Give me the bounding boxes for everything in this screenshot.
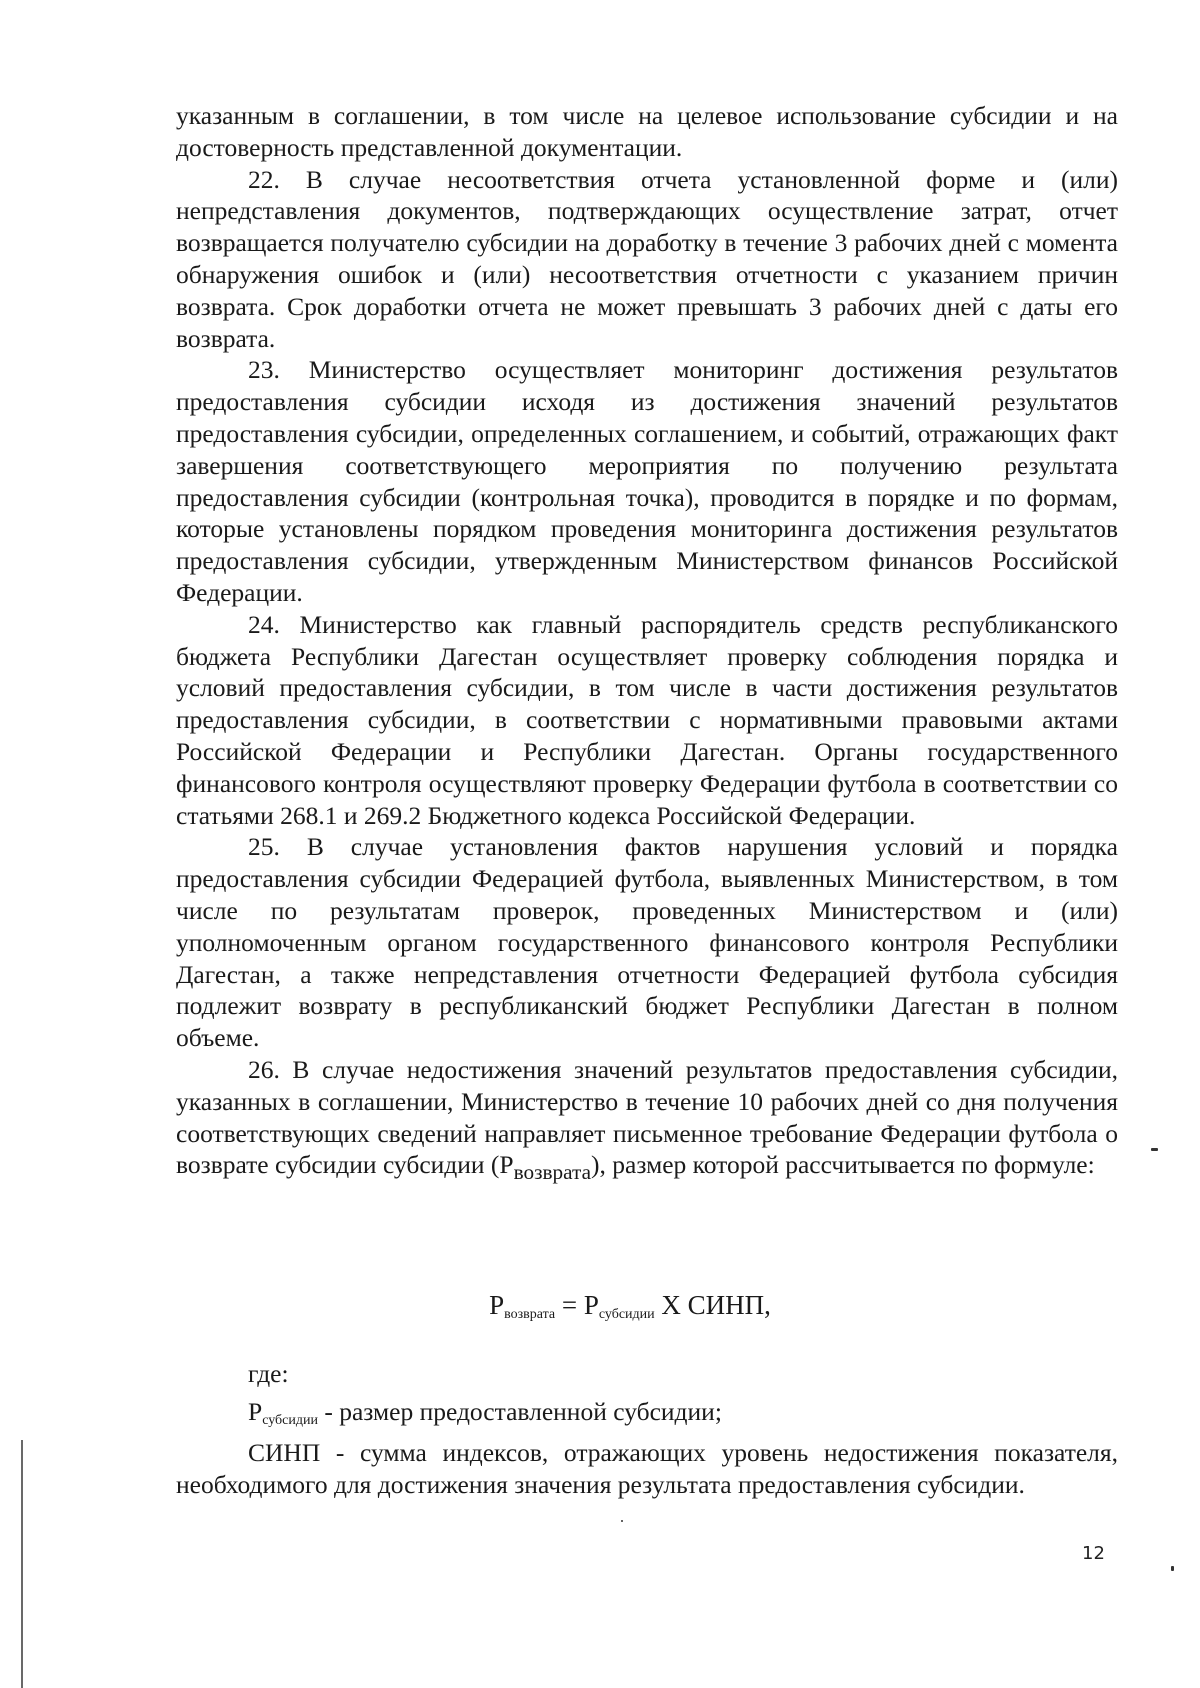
formula-lhs-subscript: возврата [504, 1307, 556, 1322]
scan-speck [1151, 1148, 1158, 1151]
paragraph-22: 22. В случае несоответствия отчета установленной форме и (или) непредставления документов, подтверждающих осуществление затрат, отчет возвращается получателю субсидии на доработку в течение 3 рабочих дней с момента обнаружения ошибок и (или) несоответствия отчетности с указанием причин возврата. Срок доработки отчета не может превышать 3 рабочих дней с даты его возврата. [176, 164, 1118, 353]
paragraph-26-subscript: возврата [513, 1160, 592, 1185]
paragraph-24: 24. Министерство как главный распорядитель средств республиканского бюджета Республики Дагестан осуществляет проверку соблюдения порядка и условий предоставления субсидии, в том числе в части достижения результатов предоставления субсидии, в соответствии с нормативными правовыми актами Российской Федерации и Республики Дагестан. Органы государственного финансового контроля осуществляют проверку Федерации футбола в соответствии со статьями 268.1 и 269.2 Бюджетного кодекса Российской Федерации. [176, 609, 1118, 830]
formula-tail: Х СИНП, [654, 1290, 771, 1320]
paragraph-23: 23. Министерство осуществляет мониторинг достижения результатов предоставления субсидии исходя из достижения значений результатов предоставления субсидии, определенных соглашением, и событий, отражающих факт завершения соответствующего мероприятия по получению результата предоставления субсидии (контрольная точка), проводится в порядке и по формам, которые установлены порядком проведения мониторинга достижения результатов предоставления субсидии, утвержденным Министерством финансов Российской Федерации. [176, 355, 1118, 607]
refund-formula [0, 1290, 1200, 1323]
paragraph-continuation: указанным в соглашении, в том числе на целевое использование субсидии и на достоверность представленной документации. [176, 101, 1118, 162]
formula-definitions [176, 1358, 1118, 1501]
paragraph-26-text: 26. В случае недостижения значений результатов предоставления субсидии, указанных в соглашении, Министерство в течение 10 рабочих дней со дня получения соответствующих сведений направляет письменное требование Федерации футбола о возврате субсидии субсидии (P [176, 1054, 1118, 1180]
scan-edge-line [21, 1440, 23, 1688]
definition-sinp: СИНП - сумма индексов, отражающих уровень недостижения показателя, необходимого для достижения значения результата предоставления субсидии. [176, 1438, 1118, 1499]
page-number: 12 [1082, 1543, 1105, 1564]
paragraph-25: 25. В случае установления фактов нарушения условий и порядка предоставления субсидии Федерацией футбола, выявленных Министерством, в том числе по результатам проверок, проведенных Министерством и (или) уполномоченным органом государственного финансового контроля Республики Дагестан, а также непредставления отчетности Федерацией футбола субсидия подлежит возврату в республиканский бюджет Республики Дагестан в полном объеме. [176, 832, 1118, 1053]
scan-speck [621, 1520, 623, 1522]
paragraph-26-tail: ), размер которой рассчитывается по формуле: [591, 1150, 1095, 1180]
formula-rhs-subscript: субсидии [598, 1307, 655, 1322]
formula-lhs: P [489, 1290, 505, 1320]
formula-equals: = [555, 1290, 584, 1320]
scan-speck [1171, 1566, 1174, 1571]
formula-rhs: P [583, 1290, 599, 1320]
definition-subsidy-subscript: субсидии [262, 1413, 318, 1428]
definition-subsidy [176, 1396, 1118, 1437]
paragraph-26 [176, 1054, 1118, 1189]
definition-subsidy-text: - размер предоставленной субсидии; [317, 1397, 722, 1426]
definition-subsidy-symbol: P [248, 1397, 263, 1426]
body-text [176, 100, 1118, 1189]
definitions-intro: где: [248, 1359, 289, 1388]
